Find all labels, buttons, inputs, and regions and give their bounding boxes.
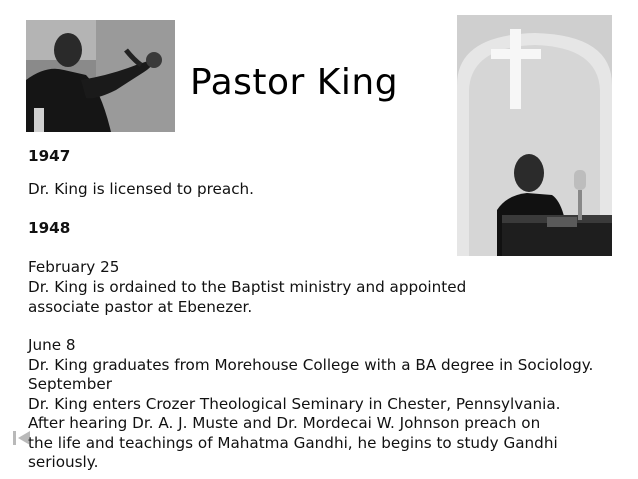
first-slide-icon[interactable]	[12, 430, 32, 446]
event-gandhi-line3: seriously.	[28, 453, 99, 471]
year-1948: 1948	[28, 219, 71, 237]
event-crozer: Dr. King enters Crozer Theological Seminary in Chester, Pennsylvania.	[28, 395, 561, 413]
photo-preaching	[26, 20, 175, 132]
event-licensed: Dr. King is licensed to preach.	[28, 180, 254, 198]
slide-title: Pastor King	[190, 62, 399, 103]
event-ordained-line1: Dr. King is ordained to the Baptist ministry and appointed	[28, 278, 467, 296]
event-date-feb25: February 25	[28, 258, 120, 276]
event-gandhi-line1: After hearing Dr. A. J. Muste and Dr. Mordecai W. Johnson preach on	[28, 414, 541, 432]
event-ordained-line2: associate pastor at Ebenezer.	[28, 298, 253, 316]
event-gandhi-line2: the life and teachings of Mahatma Gandhi, he begins to study Gandhi	[28, 434, 558, 452]
event-date-september: September	[28, 375, 112, 393]
photo-pulpit	[457, 15, 612, 256]
year-1947: 1947	[28, 147, 71, 165]
event-graduates: Dr. King graduates from Morehouse College with a BA degree in Sociology.	[28, 356, 594, 374]
event-date-june8: June 8	[28, 336, 76, 354]
